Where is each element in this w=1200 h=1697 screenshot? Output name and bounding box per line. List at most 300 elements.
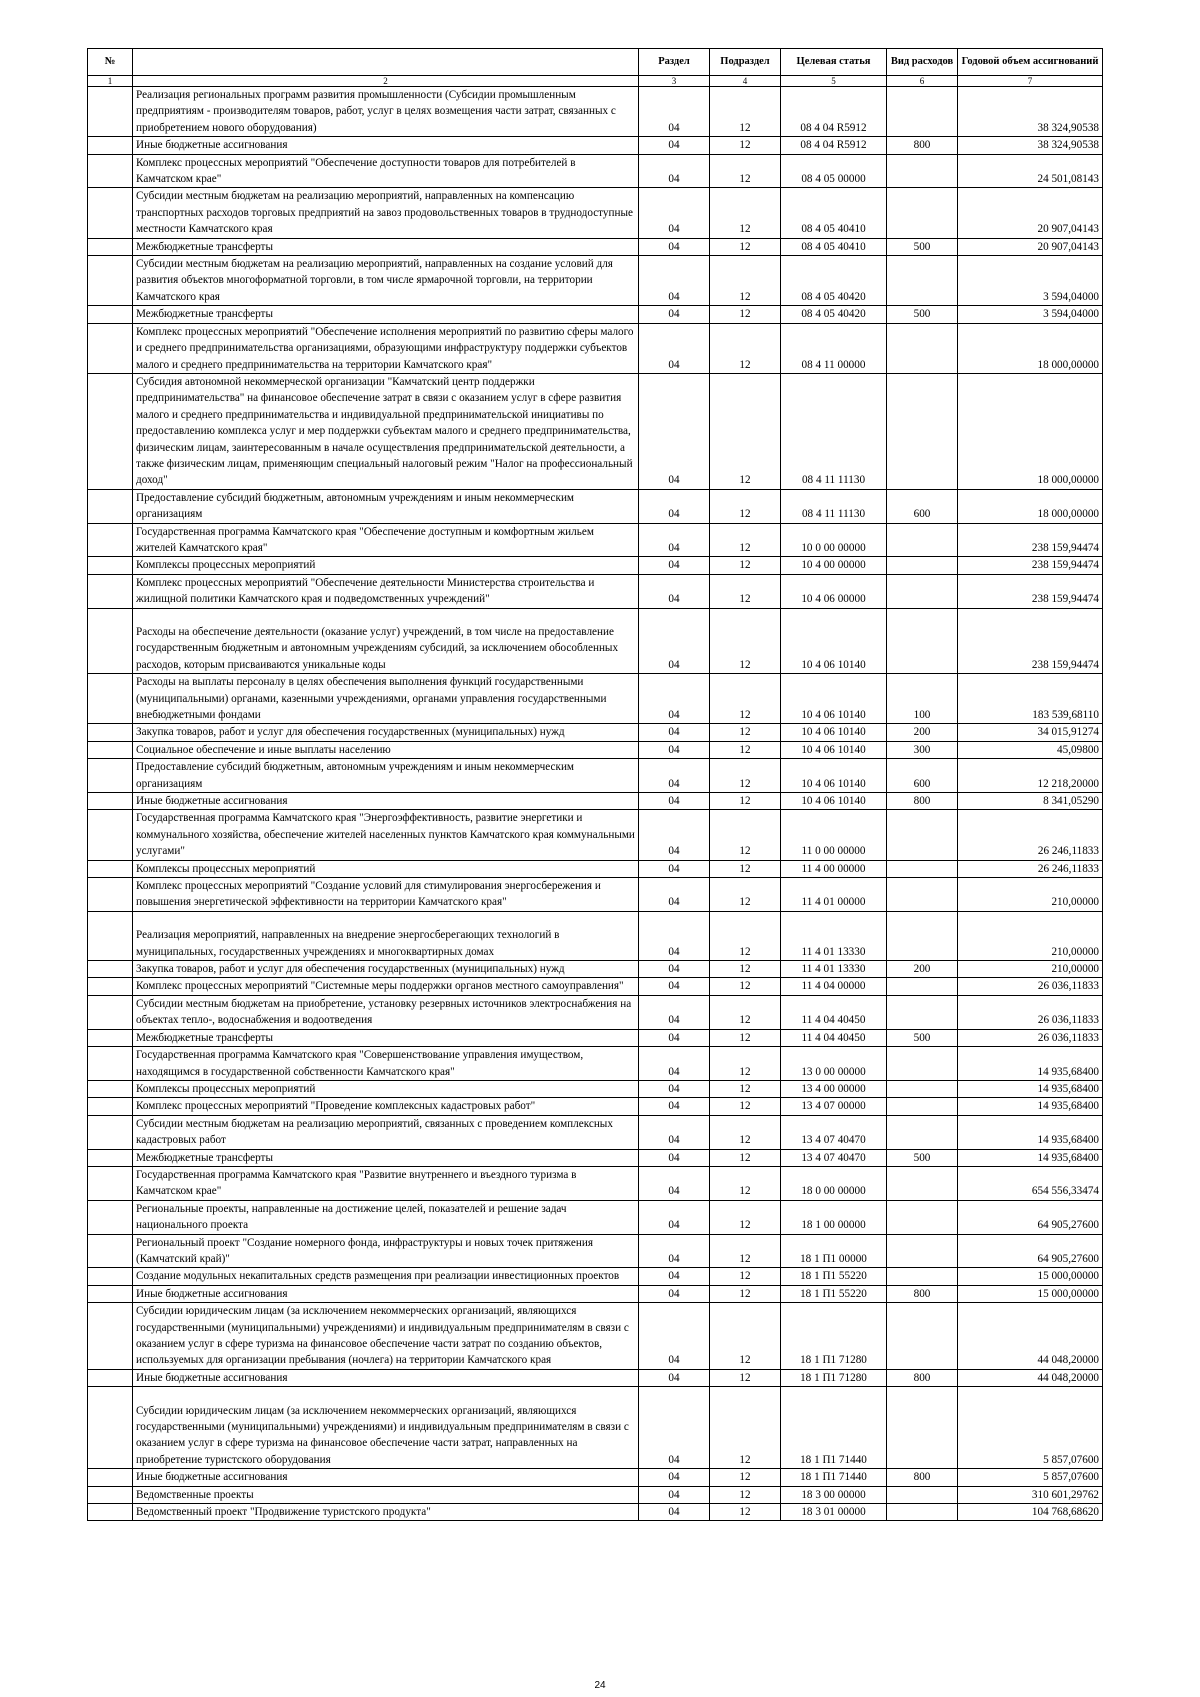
- row-name-cell: Субсидии местным бюджетам на реализацию мероприятий, направленных на создание условий для развития объектов многоформатной торговли, в том числе ярмарочной торговли, на территории Камчатского края: [133, 256, 639, 306]
- row-number-cell: [88, 724, 133, 741]
- row-sum-cell: 44 048,20000: [958, 1369, 1103, 1386]
- row-number-cell: [88, 1469, 133, 1486]
- row-name-cell: Закупка товаров, работ и услуг для обеспечения государственных (муниципальных) нужд: [133, 961, 639, 978]
- column-number: 6: [887, 76, 958, 87]
- row-number-cell: [88, 995, 133, 1029]
- row-podrazdel-cell: 12: [710, 608, 781, 674]
- row-name-cell: Комплексы процессных мероприятий: [133, 557, 639, 574]
- row-number-cell: [88, 810, 133, 860]
- row-vid-rashodov-cell: 200: [887, 961, 958, 978]
- row-name-cell: Государственная программа Камчатского края "Совершенствование управления имуществом, находящимся в государственной собственности Камчатского края": [133, 1047, 639, 1081]
- table-row: [88, 489, 1103, 523]
- row-celevaya-statya-cell: 18 1 П1 71280: [781, 1369, 887, 1386]
- row-sum-cell: 24 501,08143: [958, 154, 1103, 188]
- row-name-cell: Реализация мероприятий, направленных на внедрение энергосберегающих технологий в муниципальных, государственных учреждениях и многоквартирных домах: [133, 911, 639, 960]
- row-vid-rashodov-cell: [887, 87, 958, 137]
- row-sum-cell: 26 036,11833: [958, 1029, 1103, 1046]
- row-sum-cell: 3 594,04000: [958, 306, 1103, 323]
- table-row: [88, 961, 1103, 978]
- row-number-cell: [88, 574, 133, 608]
- row-name-cell: Иные бюджетные ассигнования: [133, 1285, 639, 1302]
- row-vid-rashodov-cell: [887, 878, 958, 912]
- row-podrazdel-cell: 12: [710, 1387, 781, 1469]
- row-vid-rashodov-cell: [887, 574, 958, 608]
- row-sum-cell: 26 036,11833: [958, 995, 1103, 1029]
- row-razdel-cell: 04: [639, 1200, 710, 1234]
- row-celevaya-statya-cell: 13 4 00 00000: [781, 1080, 887, 1097]
- row-razdel-cell: 04: [639, 154, 710, 188]
- row-sum-cell: 210,00000: [958, 878, 1103, 912]
- row-celevaya-statya-cell: 10 4 06 10140: [781, 608, 887, 674]
- table-row: [88, 1369, 1103, 1386]
- row-podrazdel-cell: 12: [710, 1486, 781, 1503]
- row-podrazdel-cell: 12: [710, 1200, 781, 1234]
- header-row: [88, 49, 1103, 76]
- row-podrazdel-cell: 12: [710, 1504, 781, 1521]
- row-vid-rashodov-cell: 600: [887, 759, 958, 793]
- row-razdel-cell: 04: [639, 878, 710, 912]
- row-razdel-cell: 04: [639, 1234, 710, 1268]
- row-number-cell: [88, 489, 133, 523]
- row-sum-cell: 238 159,94474: [958, 523, 1103, 557]
- row-sum-cell: 12 218,20000: [958, 759, 1103, 793]
- table-row: [88, 759, 1103, 793]
- row-name-cell: Расходы на обеспечение деятельности (оказание услуг) учреждений, в том числе на предоставление государственным бюджетным и автономным учреждениям субсидий, за исключением обособленных расходов, которым присваиваются уникальные коды: [133, 608, 639, 674]
- row-razdel-cell: 04: [639, 523, 710, 557]
- row-sum-cell: 238 159,94474: [958, 574, 1103, 608]
- row-podrazdel-cell: 12: [710, 1029, 781, 1046]
- table-row: [88, 1387, 1103, 1469]
- row-sum-cell: 14 935,68400: [958, 1047, 1103, 1081]
- row-vid-rashodov-cell: 800: [887, 793, 958, 810]
- row-razdel-cell: 04: [639, 1047, 710, 1081]
- row-podrazdel-cell: 12: [710, 724, 781, 741]
- row-podrazdel-cell: 12: [710, 759, 781, 793]
- row-name-cell: Комплекс процессных мероприятий "Обеспечение деятельности Министерства строительства и жилищной политики Камчатского края и подведомственных учреждений": [133, 574, 639, 608]
- row-vid-rashodov-cell: [887, 978, 958, 995]
- row-vid-rashodov-cell: 800: [887, 137, 958, 154]
- row-podrazdel-cell: 12: [710, 306, 781, 323]
- row-podrazdel-cell: 12: [710, 1166, 781, 1200]
- table-row: [88, 741, 1103, 758]
- table-row: [88, 557, 1103, 574]
- row-podrazdel-cell: 12: [710, 978, 781, 995]
- row-celevaya-statya-cell: 08 4 11 11130: [781, 373, 887, 489]
- row-vid-rashodov-cell: [887, 557, 958, 574]
- row-sum-cell: 104 768,68620: [958, 1504, 1103, 1521]
- row-celevaya-statya-cell: 18 1 П1 71440: [781, 1469, 887, 1486]
- row-name-cell: Иные бюджетные ассигнования: [133, 1469, 639, 1486]
- row-celevaya-statya-cell: 18 0 00 00000: [781, 1166, 887, 1200]
- row-sum-cell: 3 594,04000: [958, 256, 1103, 306]
- row-sum-cell: 18 000,00000: [958, 489, 1103, 523]
- table-row: [88, 793, 1103, 810]
- header-vid-rashodov: Вид расходов: [887, 49, 958, 76]
- row-name-cell: Реализация региональных программ развития промышленности (Субсидии промышленным предприятиям - производителям товаров, работ, услуг в целях возмещения части затрат, связанных с приобретением нового оборудования): [133, 87, 639, 137]
- row-vid-rashodov-cell: 800: [887, 1285, 958, 1302]
- row-razdel-cell: 04: [639, 995, 710, 1029]
- row-celevaya-statya-cell: 18 1 П1 55220: [781, 1268, 887, 1285]
- row-name-cell: Предоставление субсидий бюджетным, автономным учреждениям и иным некоммерческим организациям: [133, 489, 639, 523]
- table-row: [88, 860, 1103, 877]
- row-number-cell: [88, 1268, 133, 1285]
- row-number-cell: [88, 878, 133, 912]
- row-number-cell: [88, 1149, 133, 1166]
- row-podrazdel-cell: 12: [710, 741, 781, 758]
- row-number-cell: [88, 978, 133, 995]
- row-celevaya-statya-cell: 11 4 00 00000: [781, 860, 887, 877]
- header-godovoy-obem: Годовой объем ассигнований: [958, 49, 1103, 76]
- row-celevaya-statya-cell: 10 4 06 10140: [781, 674, 887, 724]
- row-number-cell: [88, 306, 133, 323]
- row-sum-cell: 14 935,68400: [958, 1080, 1103, 1097]
- row-podrazdel-cell: 12: [710, 878, 781, 912]
- row-podrazdel-cell: 12: [710, 1080, 781, 1097]
- row-sum-cell: 210,00000: [958, 961, 1103, 978]
- budget-table-page: [87, 48, 1102, 1521]
- row-vid-rashodov-cell: 500: [887, 306, 958, 323]
- row-number-cell: [88, 1303, 133, 1370]
- row-razdel-cell: 04: [639, 860, 710, 877]
- row-vid-rashodov-cell: 100: [887, 674, 958, 724]
- row-celevaya-statya-cell: 11 4 04 40450: [781, 995, 887, 1029]
- row-razdel-cell: 04: [639, 1486, 710, 1503]
- row-razdel-cell: 04: [639, 1387, 710, 1469]
- table-row: [88, 1504, 1103, 1521]
- row-number-cell: [88, 759, 133, 793]
- row-celevaya-statya-cell: 08 4 11 11130: [781, 489, 887, 523]
- row-name-cell: Иные бюджетные ассигнования: [133, 137, 639, 154]
- row-number-cell: [88, 1166, 133, 1200]
- table-row: [88, 1234, 1103, 1268]
- row-name-cell: Субсидия автономной некоммерческой организации "Камчатский центр поддержки предпринимательства" на финансовое обеспечение затрат в связи с оказанием услуг в сфере развития малого и среднего предпринимательства и индивидуальной предпринимательской инициативы по предоставлению комплекса услуг и мер поддержки субъектам малого и среднего предпринимательства, физическим лицам, заинтересованным в начале осуществления предпринимательской деятельности, а также физическим лицам, применяющим специальный налоговый режим "Налог на профессиональный доход": [133, 373, 639, 489]
- table-row: [88, 878, 1103, 912]
- row-number-cell: [88, 1047, 133, 1081]
- row-razdel-cell: 04: [639, 87, 710, 137]
- row-number-cell: [88, 154, 133, 188]
- table-row: [88, 1098, 1103, 1115]
- row-number-cell: [88, 1234, 133, 1268]
- row-razdel-cell: 04: [639, 961, 710, 978]
- row-name-cell: Субсидии юридическим лицам (за исключением некоммерческих организаций, являющихся государственными (муниципальными) учреждениями) и индивидуальным предпринимателям в связи с оказанием услуг в сфере туризма на финансовое обеспечение части затрат, направленных на приобретение туристского оборудования: [133, 1387, 639, 1469]
- row-vid-rashodov-cell: [887, 1200, 958, 1234]
- table-row: [88, 608, 1103, 674]
- column-number: 4: [710, 76, 781, 87]
- row-name-cell: Региональный проект "Создание номерного фонда, инфраструктуры и новых точек притяжения (Камчатский край)": [133, 1234, 639, 1268]
- row-number-cell: [88, 557, 133, 574]
- row-name-cell: Предоставление субсидий бюджетным, автономным учреждениям и иным некоммерческим организациям: [133, 759, 639, 793]
- row-celevaya-statya-cell: 11 0 00 00000: [781, 810, 887, 860]
- row-name-cell: Межбюджетные трансферты: [133, 306, 639, 323]
- row-name-cell: Субсидии местным бюджетам на реализацию мероприятий, направленных на компенсацию транспортных расходов торговых предприятий на завоз продовольственных товаров в труднодоступные местности Камчатского края: [133, 188, 639, 238]
- row-celevaya-statya-cell: 13 4 07 00000: [781, 1098, 887, 1115]
- header-name: [133, 49, 639, 76]
- table-row: [88, 911, 1103, 960]
- row-vid-rashodov-cell: [887, 860, 958, 877]
- row-vid-rashodov-cell: 600: [887, 489, 958, 523]
- row-number-cell: [88, 1486, 133, 1503]
- row-razdel-cell: 04: [639, 724, 710, 741]
- row-celevaya-statya-cell: 18 1 00 00000: [781, 1200, 887, 1234]
- row-razdel-cell: 04: [639, 256, 710, 306]
- row-sum-cell: 14 935,68400: [958, 1149, 1103, 1166]
- row-sum-cell: 18 000,00000: [958, 373, 1103, 489]
- row-name-cell: Комплекс процессных мероприятий "Системные меры поддержки органов местного самоуправления": [133, 978, 639, 995]
- row-celevaya-statya-cell: 11 4 01 13330: [781, 961, 887, 978]
- row-sum-cell: 44 048,20000: [958, 1303, 1103, 1370]
- row-vid-rashodov-cell: [887, 1098, 958, 1115]
- row-sum-cell: 26 246,11833: [958, 810, 1103, 860]
- row-sum-cell: 20 907,04143: [958, 238, 1103, 255]
- row-celevaya-statya-cell: 08 4 05 40410: [781, 188, 887, 238]
- row-name-cell: Государственная программа Камчатского края "Развитие внутреннего и въездного туризма в Камчатском крае": [133, 1166, 639, 1200]
- row-sum-cell: 26 036,11833: [958, 978, 1103, 995]
- row-celevaya-statya-cell: 18 3 01 00000: [781, 1504, 887, 1521]
- row-razdel-cell: 04: [639, 574, 710, 608]
- row-razdel-cell: 04: [639, 188, 710, 238]
- row-sum-cell: 45,09800: [958, 741, 1103, 758]
- table-row: [88, 1149, 1103, 1166]
- row-sum-cell: 654 556,33474: [958, 1166, 1103, 1200]
- row-vid-rashodov-cell: 800: [887, 1369, 958, 1386]
- header-razdel: Раздел: [639, 49, 710, 76]
- row-podrazdel-cell: 12: [710, 574, 781, 608]
- budget-table: [87, 48, 1103, 1521]
- row-sum-cell: 20 907,04143: [958, 188, 1103, 238]
- row-podrazdel-cell: 12: [710, 557, 781, 574]
- row-razdel-cell: 04: [639, 911, 710, 960]
- row-number-cell: [88, 238, 133, 255]
- row-celevaya-statya-cell: 13 4 07 40470: [781, 1149, 887, 1166]
- row-celevaya-statya-cell: 13 0 00 00000: [781, 1047, 887, 1081]
- row-sum-cell: 38 324,90538: [958, 87, 1103, 137]
- row-celevaya-statya-cell: 11 4 01 00000: [781, 878, 887, 912]
- row-vid-rashodov-cell: [887, 608, 958, 674]
- row-number-cell: [88, 87, 133, 137]
- row-vid-rashodov-cell: [887, 1166, 958, 1200]
- row-celevaya-statya-cell: 08 4 05 40420: [781, 306, 887, 323]
- row-podrazdel-cell: 12: [710, 323, 781, 373]
- row-celevaya-statya-cell: 13 4 07 40470: [781, 1115, 887, 1149]
- row-podrazdel-cell: 12: [710, 188, 781, 238]
- header-podrazdel: Подраздел: [710, 49, 781, 76]
- row-razdel-cell: 04: [639, 1285, 710, 1302]
- row-razdel-cell: 04: [639, 238, 710, 255]
- row-celevaya-statya-cell: 10 4 06 10140: [781, 741, 887, 758]
- row-number-cell: [88, 741, 133, 758]
- row-podrazdel-cell: 12: [710, 489, 781, 523]
- row-vid-rashodov-cell: 500: [887, 1029, 958, 1046]
- row-podrazdel-cell: 12: [710, 1369, 781, 1386]
- row-vid-rashodov-cell: [887, 523, 958, 557]
- row-razdel-cell: 04: [639, 1166, 710, 1200]
- row-sum-cell: 64 905,27600: [958, 1200, 1103, 1234]
- row-razdel-cell: 04: [639, 810, 710, 860]
- column-number: 5: [781, 76, 887, 87]
- row-number-cell: [88, 137, 133, 154]
- row-vid-rashodov-cell: [887, 810, 958, 860]
- row-number-cell: [88, 323, 133, 373]
- row-celevaya-statya-cell: 10 4 00 00000: [781, 557, 887, 574]
- row-razdel-cell: 04: [639, 1504, 710, 1521]
- row-sum-cell: 5 857,07600: [958, 1387, 1103, 1469]
- row-name-cell: Социальное обеспечение и иные выплаты населению: [133, 741, 639, 758]
- row-number-cell: [88, 1504, 133, 1521]
- row-celevaya-statya-cell: 08 4 11 00000: [781, 323, 887, 373]
- row-vid-rashodov-cell: 500: [887, 238, 958, 255]
- row-name-cell: Ведомственный проект "Продвижение туристского продукта": [133, 1504, 639, 1521]
- row-podrazdel-cell: 12: [710, 154, 781, 188]
- row-podrazdel-cell: 12: [710, 1047, 781, 1081]
- row-podrazdel-cell: 12: [710, 1098, 781, 1115]
- row-name-cell: Комплекс процессных мероприятий "Обеспечение исполнения мероприятий по развитию сферы малого и среднего предпринимательства организациями, образующими инфраструктуру поддержки субъектов малого и среднего предпринимательства на территории Камчатского края": [133, 323, 639, 373]
- table-row: [88, 978, 1103, 995]
- row-celevaya-statya-cell: 08 4 04 R5912: [781, 137, 887, 154]
- row-sum-cell: 15 000,00000: [958, 1268, 1103, 1285]
- row-vid-rashodov-cell: [887, 1504, 958, 1521]
- row-celevaya-statya-cell: 10 4 06 00000: [781, 574, 887, 608]
- row-vid-rashodov-cell: 300: [887, 741, 958, 758]
- table-row: [88, 1080, 1103, 1097]
- row-number-cell: [88, 1200, 133, 1234]
- row-name-cell: Комплекс процессных мероприятий "Проведение комплексных кадастровых работ": [133, 1098, 639, 1115]
- row-podrazdel-cell: 12: [710, 1285, 781, 1302]
- row-podrazdel-cell: 12: [710, 1303, 781, 1370]
- row-number-cell: [88, 674, 133, 724]
- row-razdel-cell: 04: [639, 759, 710, 793]
- row-number-cell: [88, 961, 133, 978]
- row-name-cell: Ведомственные проекты: [133, 1486, 639, 1503]
- row-sum-cell: 34 015,91274: [958, 724, 1103, 741]
- row-razdel-cell: 04: [639, 978, 710, 995]
- row-razdel-cell: 04: [639, 741, 710, 758]
- row-razdel-cell: 04: [639, 1029, 710, 1046]
- row-celevaya-statya-cell: 11 4 04 40450: [781, 1029, 887, 1046]
- row-celevaya-statya-cell: 10 0 00 00000: [781, 523, 887, 557]
- row-celevaya-statya-cell: 08 4 04 R5912: [781, 87, 887, 137]
- page-number: 24: [594, 1680, 606, 1691]
- row-podrazdel-cell: 12: [710, 1268, 781, 1285]
- row-sum-cell: 15 000,00000: [958, 1285, 1103, 1302]
- row-number-cell: [88, 911, 133, 960]
- table-row: [88, 724, 1103, 741]
- row-razdel-cell: 04: [639, 306, 710, 323]
- row-vid-rashodov-cell: [887, 154, 958, 188]
- row-sum-cell: 14 935,68400: [958, 1115, 1103, 1149]
- row-celevaya-statya-cell: 10 4 06 10140: [781, 759, 887, 793]
- row-number-cell: [88, 793, 133, 810]
- table-row: [88, 1303, 1103, 1370]
- table-row: [88, 256, 1103, 306]
- row-sum-cell: 210,00000: [958, 911, 1103, 960]
- row-name-cell: Комплекс процессных мероприятий "Обеспечение доступности товаров для потребителей в Камчатском крае": [133, 154, 639, 188]
- row-vid-rashodov-cell: [887, 1268, 958, 1285]
- row-sum-cell: 8 341,05290: [958, 793, 1103, 810]
- row-podrazdel-cell: 12: [710, 1149, 781, 1166]
- row-celevaya-statya-cell: 08 4 05 40410: [781, 238, 887, 255]
- row-vid-rashodov-cell: [887, 1080, 958, 1097]
- column-number: 1: [88, 76, 133, 87]
- row-name-cell: Комплекс процессных мероприятий "Создание условий для стимулирования энергосбережения и повышения энергетической эффективности на территории Камчатского края": [133, 878, 639, 912]
- row-name-cell: Иные бюджетные ассигнования: [133, 1369, 639, 1386]
- table-row: [88, 523, 1103, 557]
- row-vid-rashodov-cell: [887, 256, 958, 306]
- table-row: [88, 574, 1103, 608]
- row-sum-cell: 26 246,11833: [958, 860, 1103, 877]
- row-podrazdel-cell: 12: [710, 860, 781, 877]
- row-name-cell: Субсидии юридическим лицам (за исключением некоммерческих организаций, являющихся государственными (муниципальными) учреждениями) и индивидуальным предпринимателям в связи с оказанием услуг в сфере туризма на финансовое обеспечение части затрат по созданию объектов, используемых для организации пребывания (ночлега) на территории Камчатского края: [133, 1303, 639, 1370]
- table-row: [88, 1115, 1103, 1149]
- row-vid-rashodov-cell: 200: [887, 724, 958, 741]
- row-razdel-cell: 04: [639, 373, 710, 489]
- row-name-cell: Межбюджетные трансферты: [133, 238, 639, 255]
- row-podrazdel-cell: 12: [710, 238, 781, 255]
- row-podrazdel-cell: 12: [710, 87, 781, 137]
- row-celevaya-statya-cell: 18 3 00 00000: [781, 1486, 887, 1503]
- row-celevaya-statya-cell: 18 1 П1 71440: [781, 1387, 887, 1469]
- table-row: [88, 238, 1103, 255]
- row-celevaya-statya-cell: 18 1 П1 00000: [781, 1234, 887, 1268]
- row-podrazdel-cell: 12: [710, 674, 781, 724]
- header-no: №: [88, 49, 133, 76]
- row-razdel-cell: 04: [639, 1268, 710, 1285]
- row-name-cell: Комплексы процессных мероприятий: [133, 860, 639, 877]
- table-row: [88, 87, 1103, 137]
- table-row: [88, 1268, 1103, 1285]
- row-name-cell: Комплексы процессных мероприятий: [133, 1080, 639, 1097]
- column-number: 7: [958, 76, 1103, 87]
- row-vid-rashodov-cell: [887, 1486, 958, 1503]
- row-sum-cell: 238 159,94474: [958, 557, 1103, 574]
- row-razdel-cell: 04: [639, 557, 710, 574]
- row-number-cell: [88, 608, 133, 674]
- row-number-cell: [88, 1098, 133, 1115]
- row-name-cell: Иные бюджетные ассигнования: [133, 793, 639, 810]
- row-razdel-cell: 04: [639, 137, 710, 154]
- row-celevaya-statya-cell: 18 1 П1 55220: [781, 1285, 887, 1302]
- row-razdel-cell: 04: [639, 1098, 710, 1115]
- table-row: [88, 137, 1103, 154]
- row-razdel-cell: 04: [639, 1369, 710, 1386]
- row-podrazdel-cell: 12: [710, 137, 781, 154]
- column-number: 2: [133, 76, 639, 87]
- row-sum-cell: 310 601,29762: [958, 1486, 1103, 1503]
- table-row: [88, 154, 1103, 188]
- column-number: 3: [639, 76, 710, 87]
- table-body: [88, 87, 1103, 1521]
- row-vid-rashodov-cell: [887, 1234, 958, 1268]
- row-number-cell: [88, 1285, 133, 1302]
- row-name-cell: Государственная программа Камчатского края "Обеспечение доступным и комфортным жильем жителей Камчатского края": [133, 523, 639, 557]
- row-name-cell: Закупка товаров, работ и услуг для обеспечения государственных (муниципальных) нужд: [133, 724, 639, 741]
- header-celevaya-statya: Целевая статья: [781, 49, 887, 76]
- row-vid-rashodov-cell: [887, 323, 958, 373]
- row-sum-cell: 183 539,68110: [958, 674, 1103, 724]
- row-sum-cell: 18 000,00000: [958, 323, 1103, 373]
- row-razdel-cell: 04: [639, 1149, 710, 1166]
- row-razdel-cell: 04: [639, 608, 710, 674]
- row-name-cell: Создание модульных некапитальных средств размещения при реализации инвестиционных проектов: [133, 1268, 639, 1285]
- row-celevaya-statya-cell: 11 4 01 13330: [781, 911, 887, 960]
- row-podrazdel-cell: 12: [710, 961, 781, 978]
- row-number-cell: [88, 1115, 133, 1149]
- table-row: [88, 1200, 1103, 1234]
- row-podrazdel-cell: 12: [710, 523, 781, 557]
- row-number-cell: [88, 1029, 133, 1046]
- row-celevaya-statya-cell: 08 4 05 00000: [781, 154, 887, 188]
- row-sum-cell: 64 905,27600: [958, 1234, 1103, 1268]
- table-row: [88, 1486, 1103, 1503]
